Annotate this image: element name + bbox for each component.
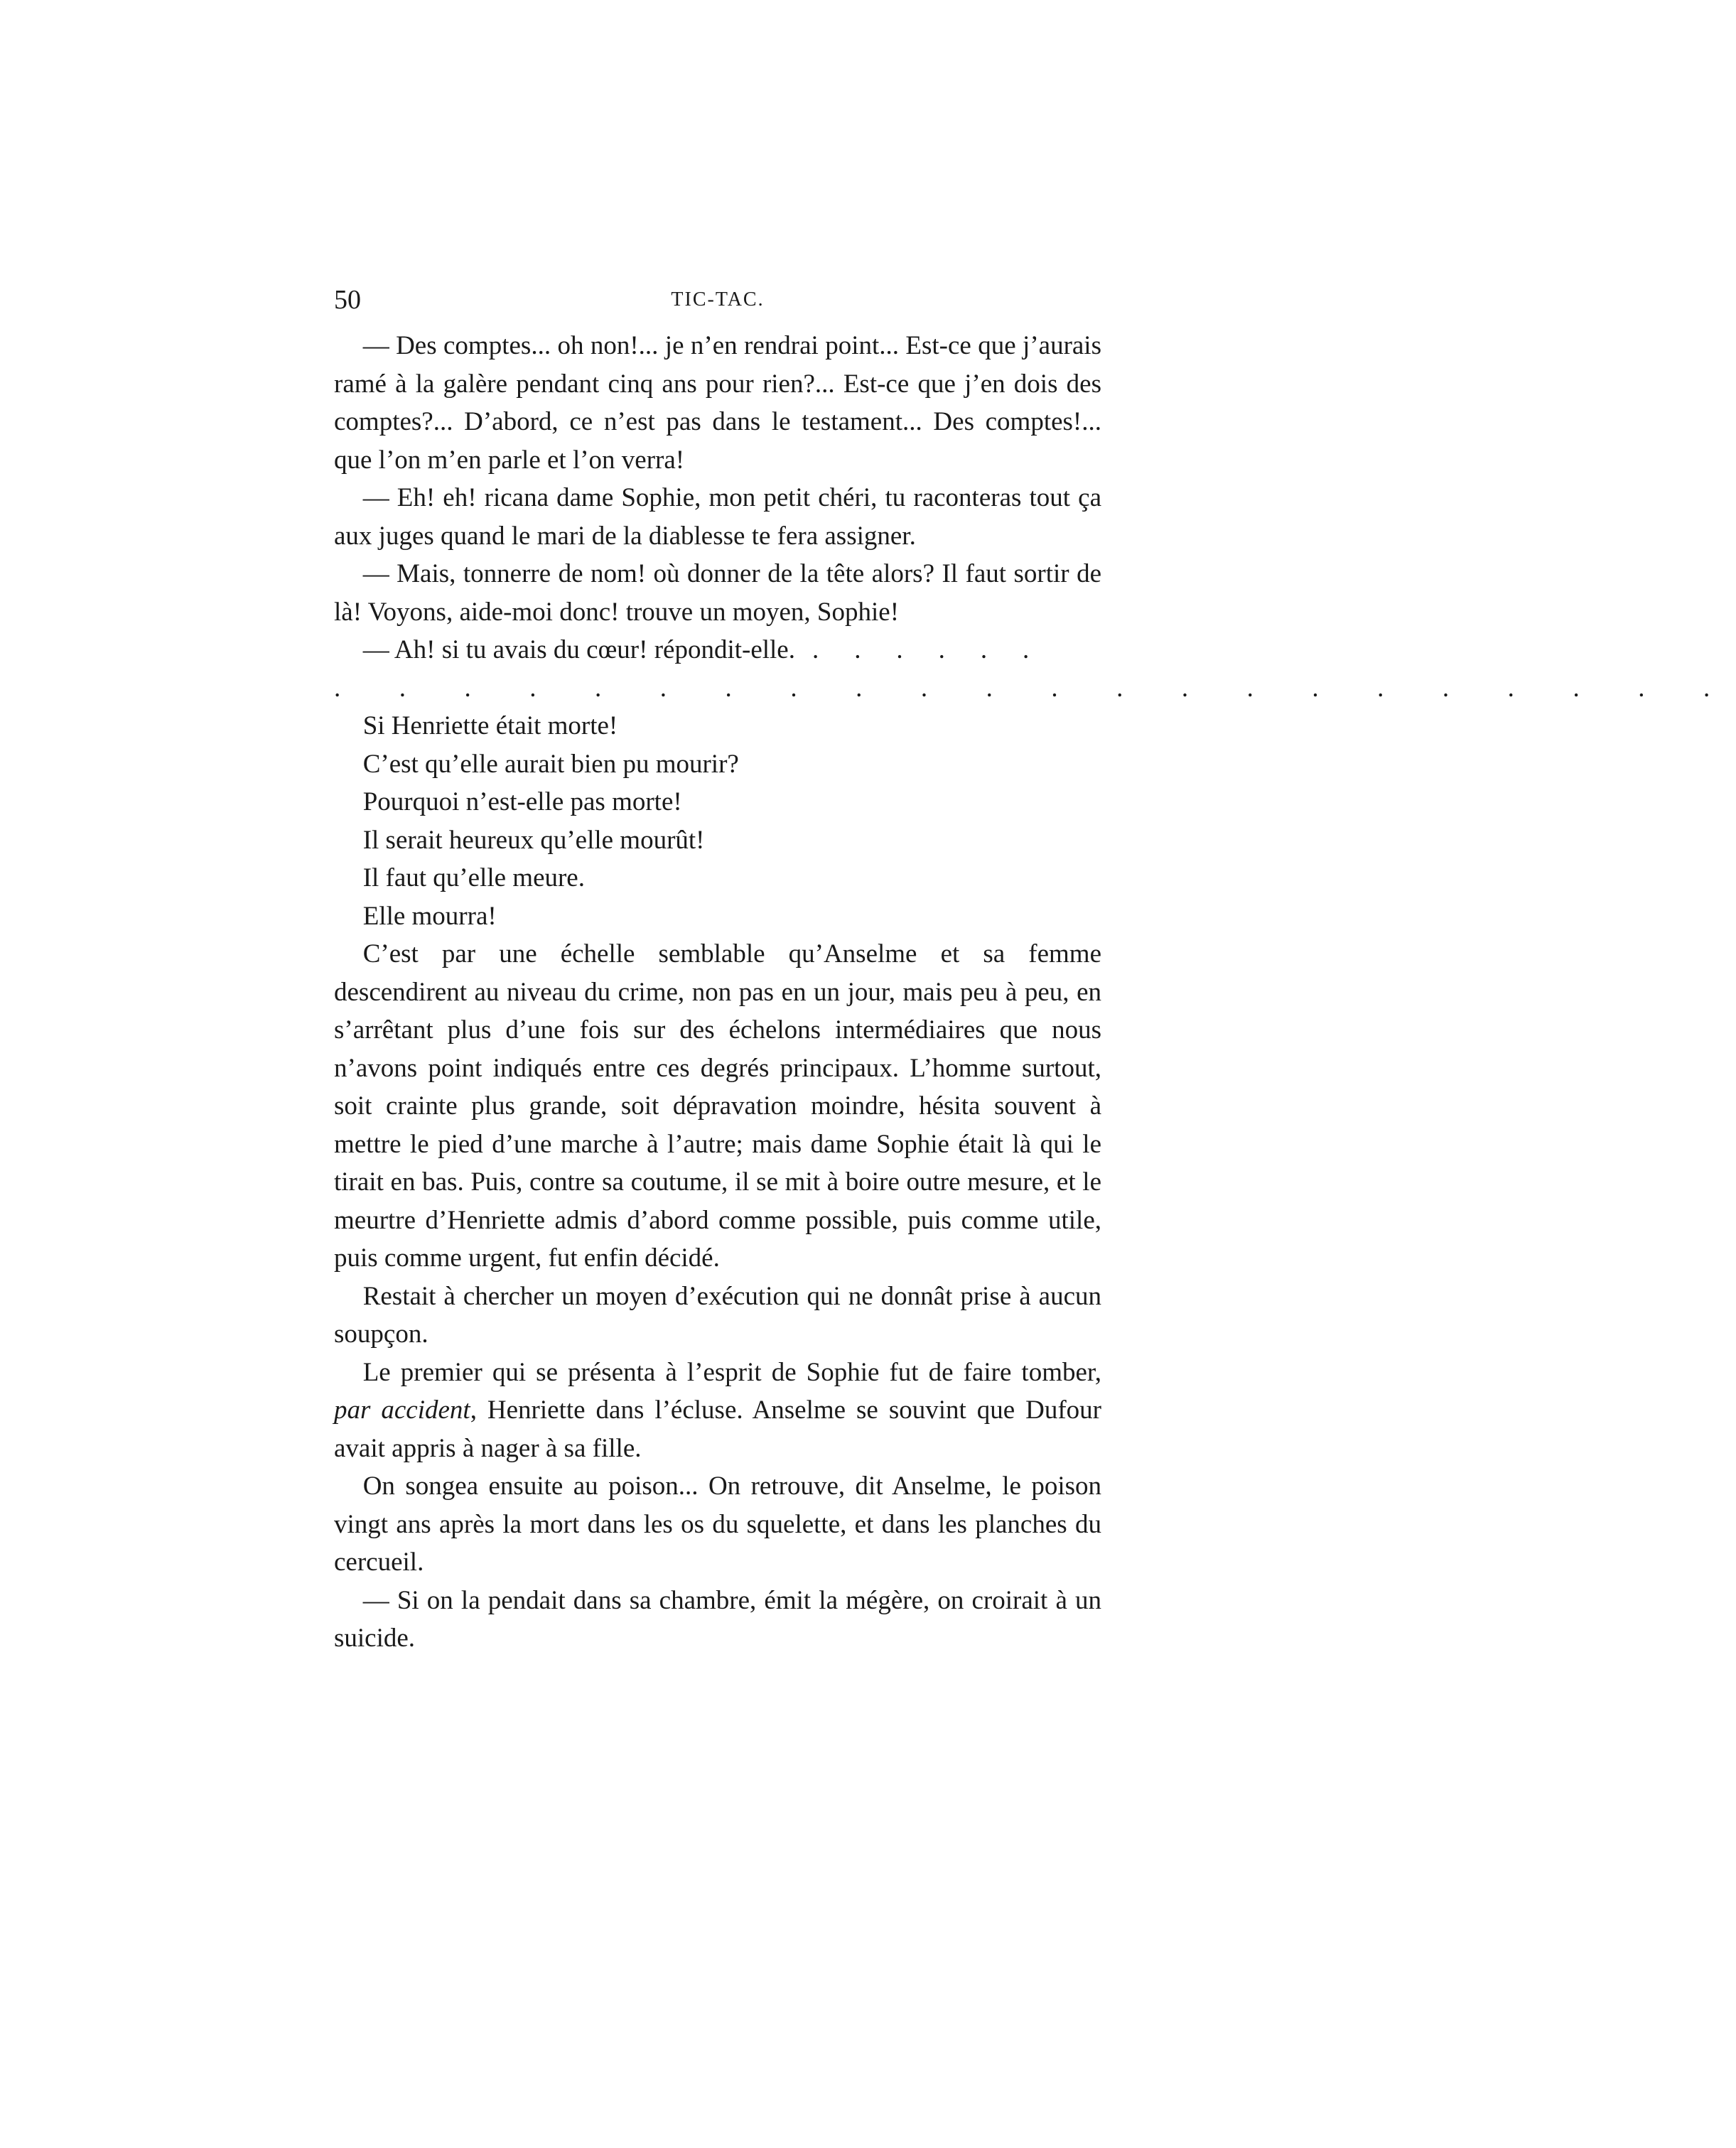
- paragraph: — Mais, tonnerre de nom! où donner de la tête alors? Il faut sortir de là! Voyons, aide-moi donc! trouve un moyen, Sophie!: [334, 559, 1101, 627]
- section-separator-dots: . . . . . . . . . . . . . . . . . . . . . .: [334, 673, 1736, 703]
- paragraph: [334, 1354, 1101, 1468]
- verse-line: Si Henriette était morte!: [362, 711, 618, 740]
- running-title: TIC-TAC.: [671, 288, 765, 311]
- verse-line: C’est qu’elle aurait bien pu mourir?: [362, 749, 739, 779]
- paragraph-text: , Henriette dans l’écluse. Anselme se souvint que Dufour avait appris à nager à sa fille.: [334, 1396, 1101, 1463]
- page-number: 50: [334, 285, 361, 315]
- verse-line: Elle mourra!: [362, 901, 497, 931]
- paragraph: — Eh! eh! ricana dame Sophie, mon petit chéri, tu raconteras tout ça aux juges quand le mari de la diablesse te fera assigner.: [334, 483, 1101, 551]
- verse-line: Il serait heureux qu’elle mourût!: [362, 825, 705, 855]
- paragraph: On songea ensuite au poison... On retrouve, dit Anselme, le poison vingt ans après la mort dans les os du squelette, et dans les planches du cercueil.: [334, 1472, 1101, 1577]
- paragraph: — Des comptes... oh non!... je n’en rendrai point... Est-ce que j’aurais ramé à la galère pendant cinq ans pour rien?... Est-ce que j’en dois des comptes?... D’abord, ce n’est pas dans le testament... Des comptes!... que l’on m’en parle et l’on verra!: [334, 331, 1101, 475]
- paragraph: Restait à chercher un moyen d’exécution qui ne donnât prise à aucun soupçon.: [334, 1281, 1101, 1349]
- italic-phrase: par accident: [334, 1396, 470, 1425]
- verse-line: Pourquoi n’est-elle pas morte!: [362, 787, 682, 816]
- paragraph: C’est par une échelle semblable qu’Anselme et sa femme descendirent au niveau du crime, non pas en un jour, mais peu à peu, en s’arrêtant plus d’une fois sur des échelons intermédiaires que nous n’avons point indiqués entre ces degrés principaux. L’homme surtout, soit crainte plus grande, soit dépravation moindre, hésita souvent à mettre le pied d’une marche à l’autre; mais dame Sophie était là qui le tirait en bas. Puis, contre sa coutume, il se mit à boire outre mesure, et le meurtre d’Henriette admis d’abord comme possible, puis comme utile, puis comme urgent, fut enfin décidé.: [334, 939, 1101, 1273]
- paragraph-text: Le premier qui se présenta à l’esprit de Sophie fut de faire tomber,: [362, 1357, 1101, 1387]
- paragraph: [334, 631, 1101, 669]
- page-header: [334, 284, 1101, 327]
- verse-line: Il faut qu’elle meure.: [362, 863, 585, 892]
- paragraph: — Si on la pendait dans sa chambre, émit la mégère, on croirait à un suicide.: [334, 1585, 1101, 1653]
- ellipsis-dots: . . . . . .: [812, 635, 1044, 664]
- paragraph-text: — Ah! si tu avais du cœur! répondit-elle.: [362, 635, 795, 664]
- body-text: [334, 327, 1736, 1658]
